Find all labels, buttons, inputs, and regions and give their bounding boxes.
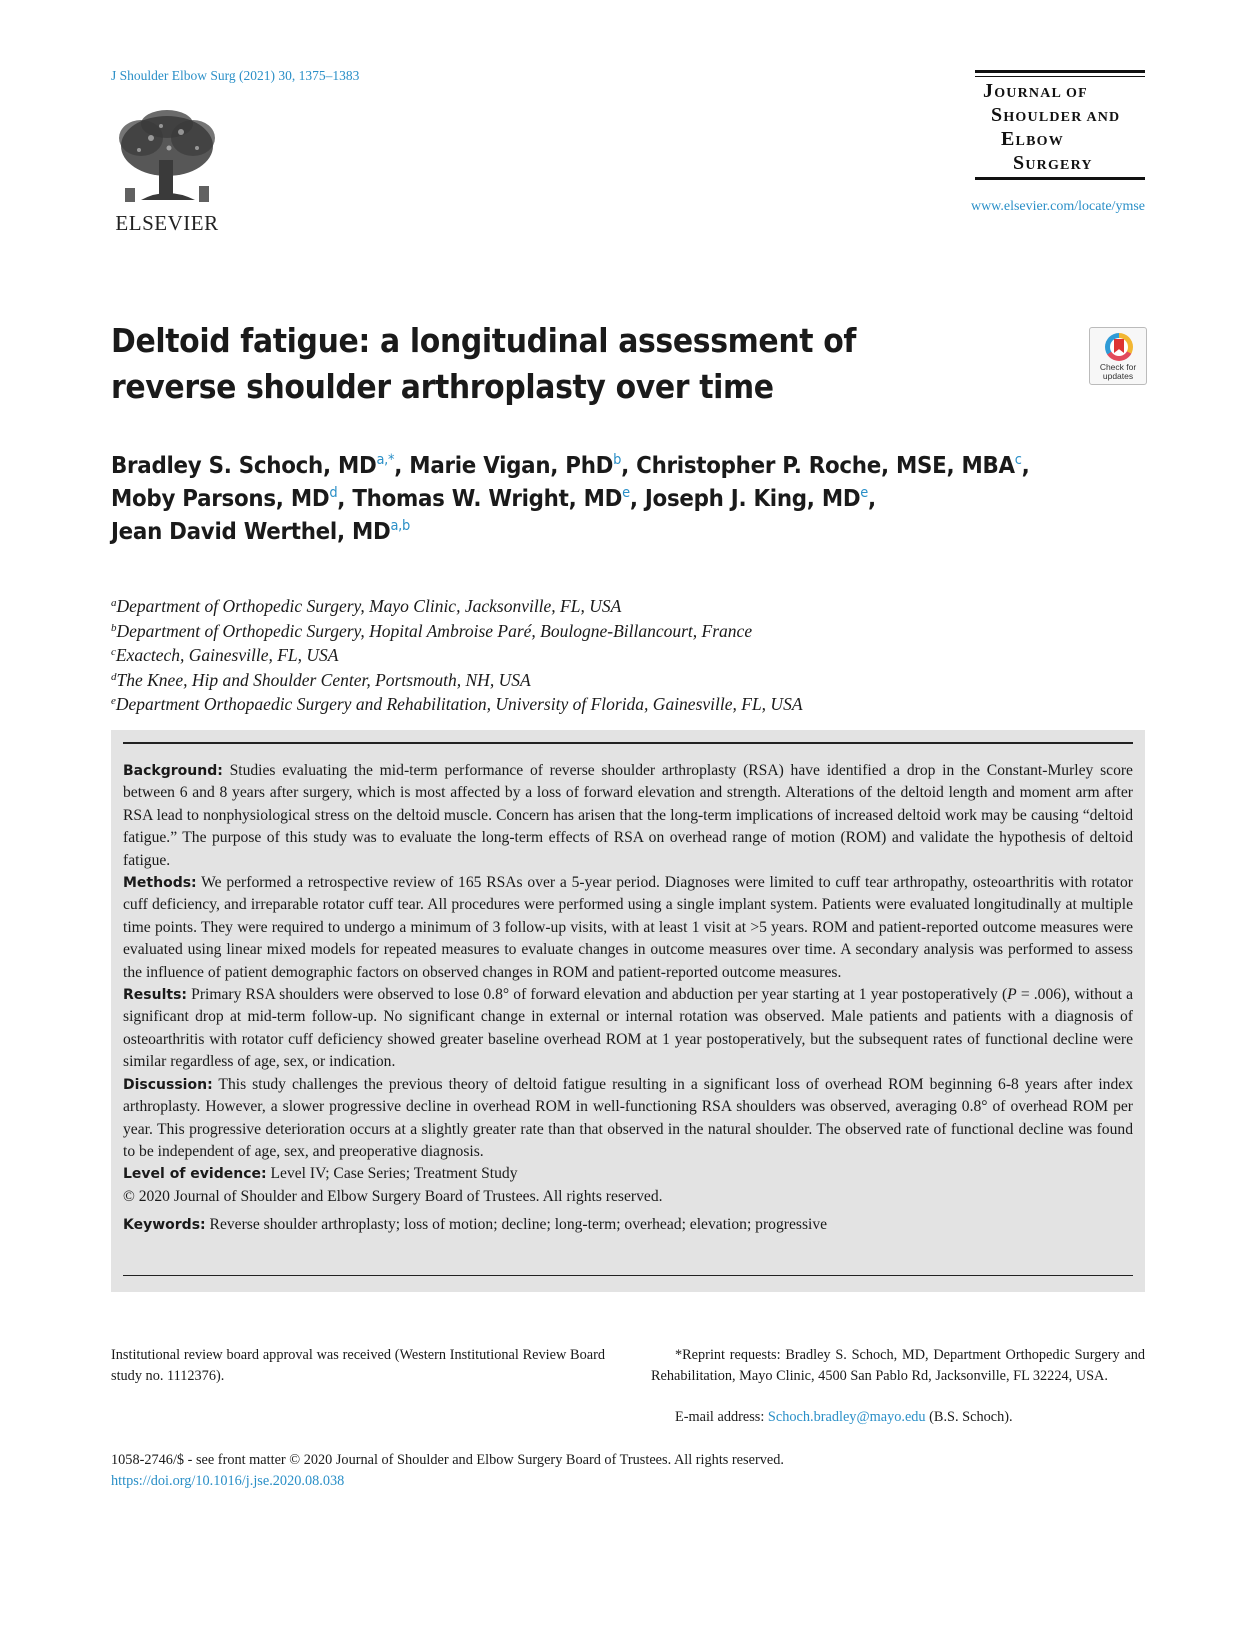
journal-name-line: SURGERY bbox=[1013, 152, 1093, 174]
abstract-body bbox=[123, 760, 1133, 1237]
abstract-box bbox=[111, 730, 1145, 1292]
author-affiliation-marker[interactable]: b bbox=[613, 452, 622, 468]
author-list: Bradley S. Schoch, $MD^{a,*}$, Marie Vigan, PhD$^b$, Christopher P. Roche, MSE, MBA$^c$, Moby Parsons, $MD^d$, Thomas W. Wright, MDe, Joseph J. King, MDe, Jean David Werthel, MD$^{a,b}$ bbox=[111, 452, 1030, 545]
author-name: Jean David Werthel, MD bbox=[111, 519, 391, 545]
masthead-rule bbox=[975, 76, 1145, 77]
journal-masthead bbox=[975, 70, 1145, 180]
author-name: Joseph J. King, MD bbox=[644, 486, 861, 512]
title-line: reverse shoulder arthroplasty over time bbox=[111, 368, 774, 406]
abstract-background: Background: Studies evaluating the mid-term performance of reverse shoulder arthroplasty (RSA) have identified a drop in the Constant-Murley score between 6 and 8 years after surgery, which is most affected by a loss of forward elevation and strength. Alterations of the deltoid length and moment arm after RSA lead to nonphysiological stress on the deltoid muscle. Concern has arisen that the long-term implications of increased deltoid work may be causing “deltoid fatigue.” The purpose of this study was to evaluate the long-term effects of RSA on overhead range of motion (ROM) and validate the hypothesis of deltoid fatigue. bbox=[123, 762, 1133, 869]
check-for-updates-button[interactable] bbox=[1089, 327, 1147, 385]
affiliation-item: $^b$Department of Orthopedic Surgery, Hopital Ambroise Paré, Boulogne-Billancourt, France bbox=[111, 620, 753, 641]
abstract-rule bbox=[123, 742, 1133, 744]
affiliation-item: $^c$Exactech, Gainesville, FL, USA bbox=[111, 645, 339, 665]
abstract-copyright: © 2020 Journal of Shoulder and Elbow Surgery Board of Trustees. All rights reserved. bbox=[123, 1187, 663, 1205]
author-affiliation-marker[interactable]: c bbox=[1014, 452, 1022, 468]
reprint-footnote: *Reprint requests: Bradley S. Schoch, MD, Department Orthopedic Surgery and Rehabilitation, Mayo Clinic, 4500 San Pablo Rd, Jacksonville, FL 32224, USA. bbox=[651, 1347, 1145, 1384]
abstract-keywords: Keywords: Reverse shoulder arthroplasty; loss of motion; decline; long-term; overhead; elevation; progressive bbox=[123, 1216, 828, 1234]
abstract-discussion: Discussion: This study challenges the previous theory of deltoid fatigue resulting in a significant loss of overhead ROM beginning 6-8 years after index arthroplasty. However, a slower progressive decline in overhead ROM in well-functioning RSA shoulders was observed, averaging 0.8° of overhead ROM per year. This progressive deterioration occurs at a slightly greater rate than that observed in the natural shoulder. The observed rate of functional decline was found to be independent of age, sex, and preoperative diagnosis. bbox=[123, 1075, 1133, 1160]
journal-name-line: SHOULDER AND bbox=[991, 104, 1121, 126]
author-affiliation-marker[interactable]: d bbox=[329, 485, 338, 501]
check-updates-label: Check for updates bbox=[1099, 362, 1137, 381]
irb-footnote: Institutional review board approval was received (Western Institutional Review Board study no. 1112376). bbox=[111, 1347, 605, 1384]
email-link[interactable]: Schoch.bradley@mayo.edu bbox=[767, 1409, 926, 1425]
author-name: Marie Vigan, PhD bbox=[409, 453, 614, 479]
doi-link[interactable]: https://doi.org/10.1016/j.jse.2020.08.038 bbox=[111, 1473, 345, 1489]
abstract-level-of-evidence: Level of evidence: Level IV; Case Series; Treatment Study bbox=[123, 1165, 518, 1183]
journal-url-link[interactable]: www.elsevier.com/locate/ymse bbox=[970, 199, 1145, 214]
article-title bbox=[111, 318, 884, 410]
affiliation-list bbox=[111, 594, 803, 717]
issn-line: 1058-2746/$ - see front matter © 2020 Journal of Shoulder and Elbow Surgery Board of Trustees. All rights reserved. bbox=[111, 1452, 784, 1468]
affiliation-item: $^e$Department Orthopaedic Surgery and Rehabilitation, University of Florida, Gainesville, FL, USA bbox=[111, 694, 803, 714]
author-affiliation-marker[interactable]: a,b bbox=[390, 518, 411, 534]
masthead-rule bbox=[975, 70, 1145, 73]
journal-citation[interactable]: J Shoulder Elbow Surg (2021) 30, 1375–1383 bbox=[111, 68, 360, 83]
journal-name-line: JOURNAL OF bbox=[983, 80, 1088, 102]
masthead-rule bbox=[975, 177, 1145, 180]
affiliation-item: $^a$Department of Orthopedic Surgery, Mayo Clinic, Jacksonville, FL, USA bbox=[111, 596, 622, 616]
author-affiliation-marker[interactable]: e bbox=[622, 485, 630, 501]
abstract-results: Results: Primary RSA shoulders were observed to lose 0.8° of forward elevation and abduction per year starting at 1 year postoperatively (P = .006), without a significant drop at mid-term follow-up. No significant change in external or internal rotation was observed. Male patients and patients with a diagnosis of osteoarthritis with rotator cuff deficiency showed greater baseline overhead ROM at 1 year postoperatively, but the subsequent rates of functional decline were similar regardless of age, sex, or indication. bbox=[123, 986, 1133, 1071]
abstract-methods: Methods: We performed a retrospective review of 165 RSAs over a 5-year period. Diagnoses were limited to cuff tear arthropathy, osteoarthritis with rotator cuff deficiency, and irreparable rotator cuff tear. All procedures were performed using a single implant system. Patients were evaluated longitudinally at multiple time points. They were required to undergo a minimum of 3 follow-up visits, with at least 1 visit at >5 years. ROM and patient-reported outcome measures were evaluated using linear mixed models for repeated measures to evaluate changes in outcome measures over time. A secondary analysis was performed to assess the influence of patient demographic factors on observed changes in ROM and patient-reported outcome measures. bbox=[123, 874, 1133, 981]
abstract-rule bbox=[123, 1275, 1133, 1277]
affiliation-item: $^d$The Knee, Hip and Shoulder Center, Portsmouth, NH, USA bbox=[111, 669, 531, 690]
publisher-name: ELSEVIER bbox=[115, 211, 219, 235]
author-affiliation-marker[interactable]: e bbox=[860, 485, 869, 501]
author-affiliation-marker[interactable]: a,* bbox=[376, 452, 395, 468]
title-line: Deltoid fatigue: a longitudinal assessment of bbox=[111, 322, 857, 360]
author-name: Christopher P. Roche, MSE, MBA bbox=[636, 453, 1015, 479]
journal-name-line: ELBOW bbox=[1001, 128, 1064, 150]
email-footnote: E-mail address: Schoch.bradley@mayo.edu (B.S. Schoch). bbox=[675, 1409, 1013, 1425]
author-name: Bradley S. Schoch, MD bbox=[111, 453, 377, 479]
author-name: Thomas W. Wright, MD bbox=[352, 486, 623, 512]
author-name: Moby Parsons, MD bbox=[111, 486, 330, 512]
